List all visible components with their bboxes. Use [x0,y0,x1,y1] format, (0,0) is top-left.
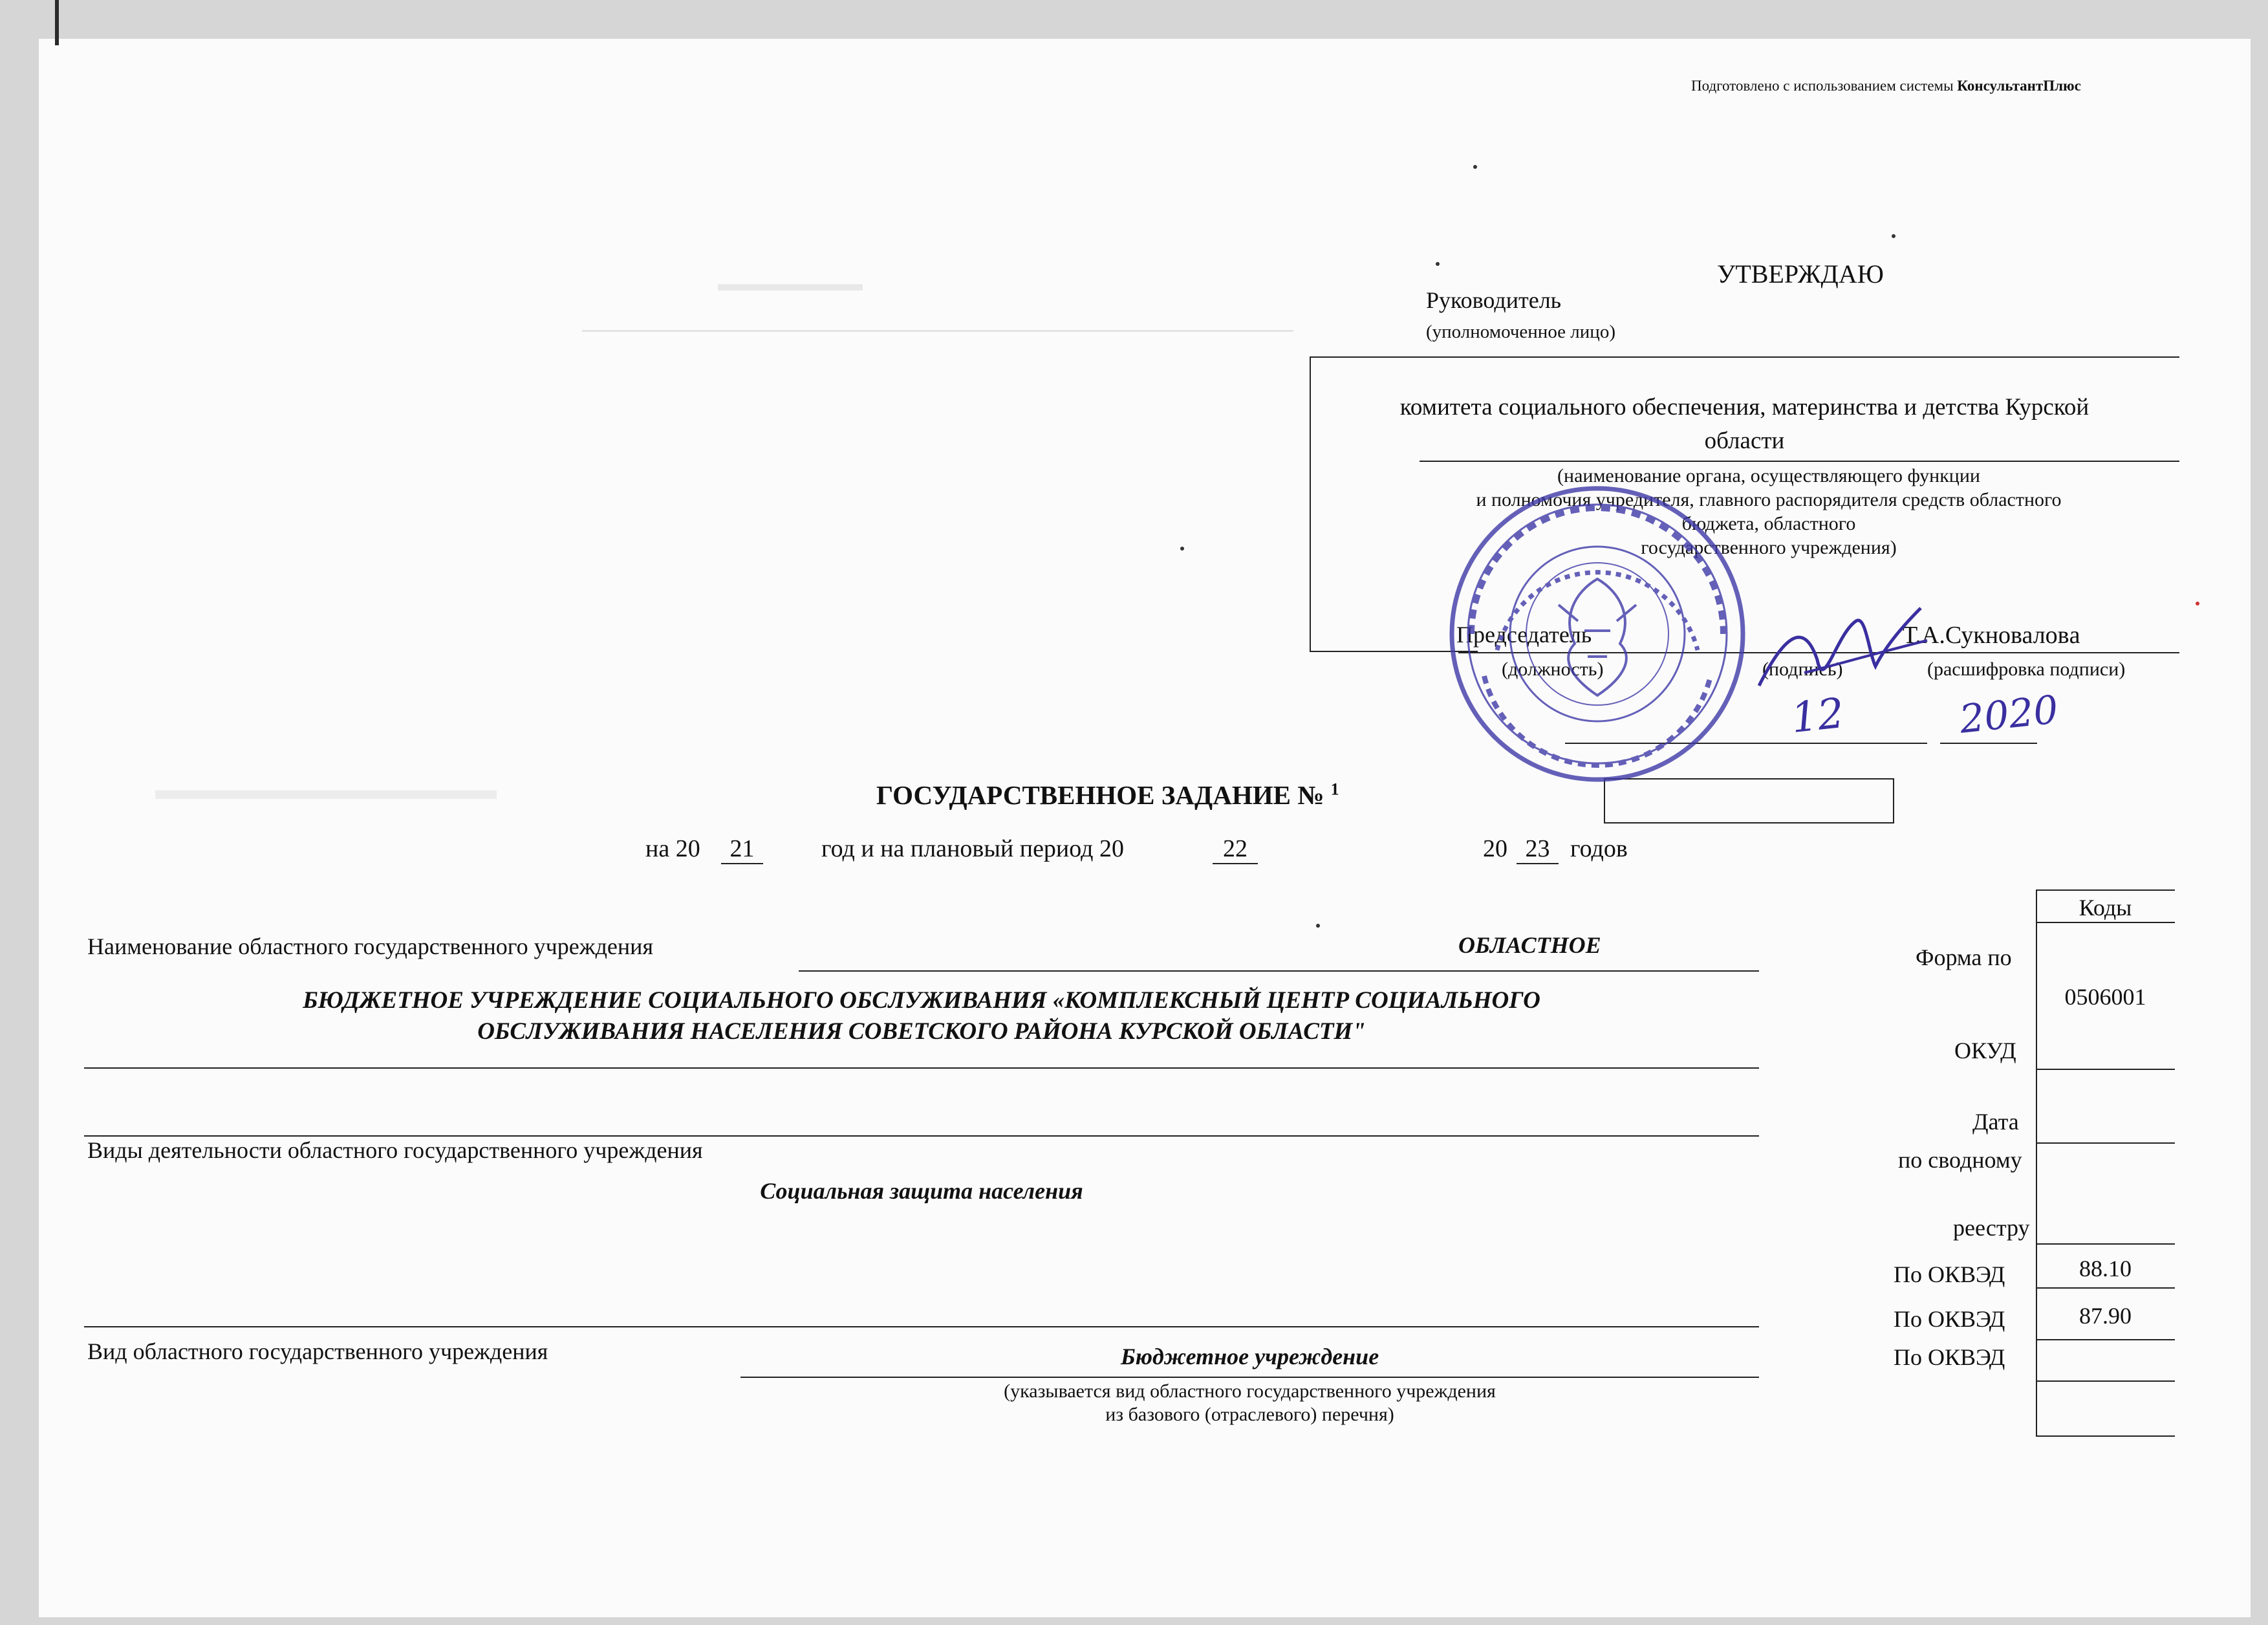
date-label-2: по сводному [1898,1147,2022,1173]
okved-rule-2 [2036,1339,2175,1340]
document-title: ГОСУДАРСТВЕННОЕ ЗАДАНИЕ № $^1$ [876,780,1339,810]
okved-label-1: По ОКВЭД [1894,1261,2005,1287]
institution-label: Наименование областного государственного учреждения [87,933,654,959]
approval-title: УТВЕРЖДАЮ [1717,259,1884,289]
caption-signature: (подпись) [1762,659,1843,680]
scan-speck [1316,924,1320,928]
scan-speck [2196,602,2199,605]
date-label-3: реестру [1953,1215,2030,1241]
scan-speck [1473,165,1477,169]
type-label: Вид областного государственного учреждения [87,1338,548,1364]
type-caption: (указывается вид областного государственного учреждения из базового (отраслевого) перечня) [1004,1380,1496,1425]
official-seal-stamp [1445,482,1749,786]
codes-box-left [2036,889,2037,1436]
institution-name-part1: ОБЛАСТНОЕ [1458,932,1601,958]
okved-rule-1 [2036,1287,2175,1289]
date-label-1: Дата [1972,1109,2019,1135]
institution-rule-1 [799,970,1759,972]
organ-name-line2: области [1704,428,1785,454]
period-year2: 22 [1213,834,1258,864]
okud-label: ОКУД [1954,1038,2016,1063]
okved-rule-3 [2036,1380,2175,1382]
okved-label-2: По ОКВЭД [1894,1306,2005,1332]
organ-name-line1: комитета социального обеспечения, материнства и детства Курской [1399,394,2090,420]
institution-rule-2 [84,1067,1759,1069]
date-rule-top [2036,1142,2175,1144]
handwritten-signature [1746,595,1940,725]
okved-value-2: 87.90 [2079,1303,2132,1329]
codes-header: Коды [2079,895,2132,921]
date-year-rule [1940,743,2037,744]
caption-position: (должность) [1502,659,1604,680]
period-prefix: на 20 [645,835,700,862]
institution-name-part2: БЮДЖЕТНОЕ УЧРЕЖДЕНИЕ СОЦИАЛЬНОГО ОБСЛУЖИВАНИЯ «КОМПЛЕКСНЫЙ ЦЕНТР СОЦИАЛЬНОГО [303,987,1540,1014]
caption-decode: (расшифровка подписи) [1927,659,2126,680]
okved-label-3: По ОКВЭД [1894,1344,2005,1370]
signer-name: Т.А.Сукноваловa [1903,622,2080,649]
consultant-note: Подготовлено с использованием системы КонсультантПлюс [1691,78,2081,94]
show-through-line [582,330,1293,332]
show-through-text: ▬▬▬▬▬▬▬ [718,272,863,295]
organ-caption: (наименование органа, осуществляющего функции и полномочия учредителя, главного распорядителя средств областного бюджета, областного государственного учреждения) [1476,465,2062,558]
activities-value: Социальная защита населения [760,1178,1083,1204]
period-middle: год и на плановый период 20 [821,835,1125,862]
approval-frame-left [1310,356,1311,652]
scan-speck [1892,234,1895,238]
okud-rule [2036,1069,2175,1070]
type-value: Бюджетное учреждение [1120,1344,1379,1369]
codes-box-top [2036,889,2175,891]
scan-speck [1436,262,1440,266]
handwritten-date-year: 2020 [1957,687,2060,743]
scan-speck [1180,547,1184,551]
period-suffix: годов [1570,835,1628,862]
signer-position: Председатель [1456,622,1592,648]
type-rule [740,1377,1759,1378]
scan-edge-mark [55,0,59,45]
approval-rule [1310,356,2179,358]
handwritten-date-day: 12 [1789,689,1847,743]
okved-value-1: 88.10 [2079,1256,2132,1281]
approval-head: Руководитель [1426,287,1562,313]
codes-header-rule [2036,922,2175,923]
form-label: Форма по [1916,944,2012,970]
institution-name-part3: ОБСЛУЖИВАНИЯ НАСЕЛЕНИЯ СОВЕТСКОГО РАЙОНА КУРСКОЙ ОБЛАСТИ" [477,1018,1366,1045]
period-year3: 23 [1517,834,1559,864]
period-prefix3: 20 [1483,835,1507,862]
activities-label: Виды деятельности областного государственного учреждения [87,1137,703,1163]
organ-name-rule [1420,461,2179,462]
codes-box-bottom [2036,1435,2175,1437]
activities-rule [84,1326,1759,1327]
approval-authorized-caption: (уполномоченное лицо) [1426,322,1615,342]
show-through-text: ▬▬▬▬▬▬▬▬▬▬▬▬ [155,774,497,805]
period-year1: 21 [721,834,763,864]
okud-value: 0506001 [2064,984,2146,1010]
date-rule [2036,1243,2175,1245]
